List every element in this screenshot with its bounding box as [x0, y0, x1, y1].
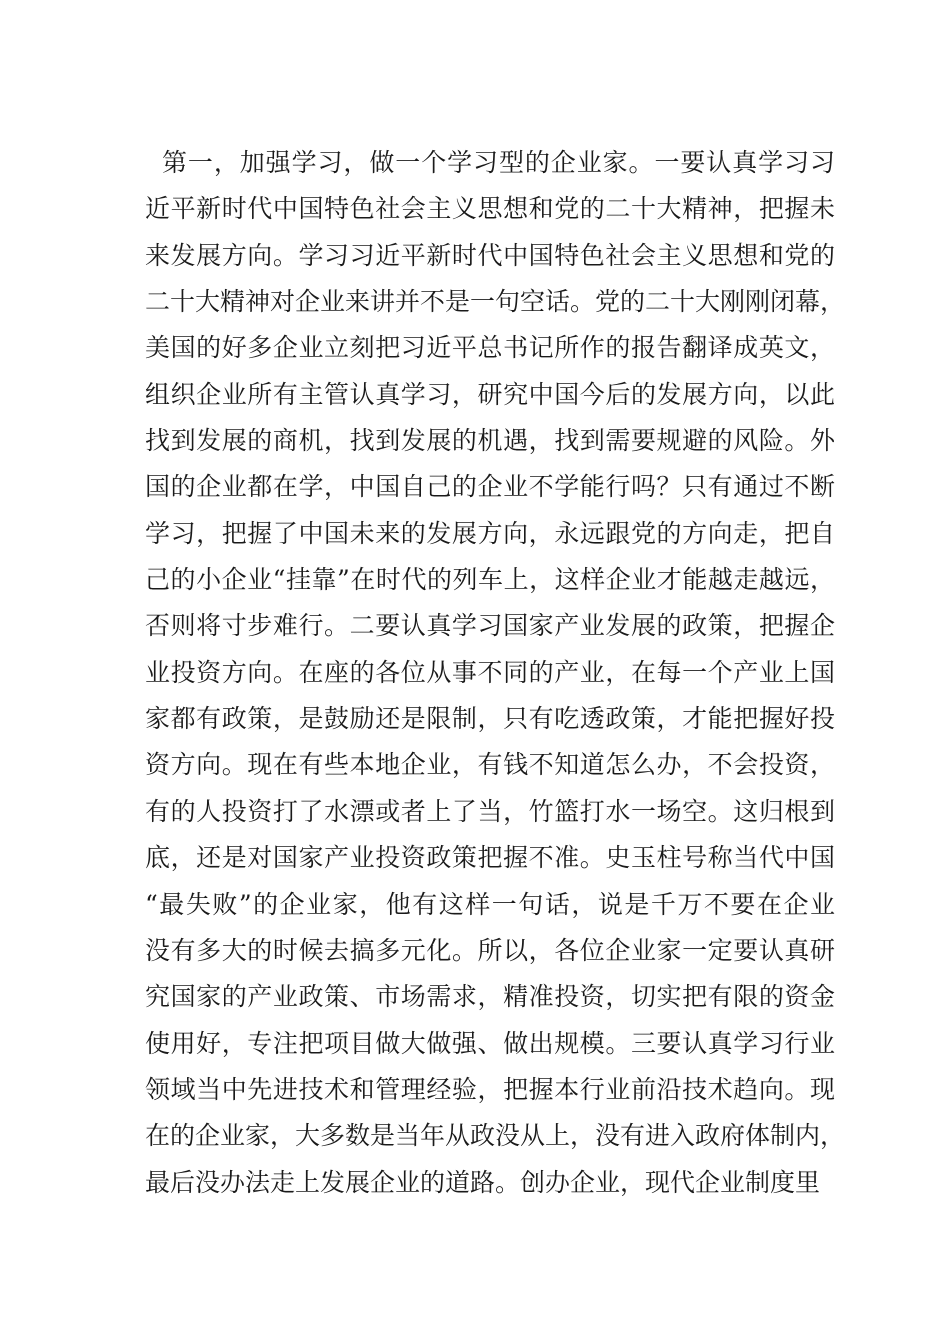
paragraph-line: 领域当中先进技术和管理经验，把握本行业前沿技术趋向。现 — [145, 1074, 835, 1104]
paragraph-line: 究国家的产业政策、市场需求，精准投资，切实把有限的资金 — [145, 982, 835, 1012]
paragraph-line: 第一，加强学习，做一个学习型的企业家。一要认真学习习 — [162, 148, 835, 177]
paragraph-line: 家都有政策，是鼓励还是限制，只有吃透政策，才能把握好投 — [145, 704, 835, 734]
paragraph-line: 来发展方向。学习习近平新时代中国特色社会主义思想和党的 — [145, 240, 835, 270]
body-paragraph — [145, 140, 846, 1206]
paragraph-line: 学习，把握了中国未来的发展方向，永远跟党的方向走，把自 — [145, 518, 835, 548]
paragraph-line: 在的企业家，大多数是当年从政没从上，没有进入政府体制内， — [145, 1121, 846, 1151]
paragraph-line: 近平新时代中国特色社会主义思想和党的二十大精神，把握未 — [145, 194, 835, 224]
paragraph-line: 二十大精神对企业来讲并不是一句空话。党的二十大刚刚闭幕， — [145, 287, 846, 317]
paragraph-line: 使用好，专注把项目做大做强、做出规模。三要认真学习行业 — [145, 1028, 835, 1058]
paragraph-line: 否则将寸步难行。二要认真学习国家产业发展的政策，把握企 — [145, 611, 835, 641]
paragraph-line: 组织企业所有主管认真学习，研究中国今后的发展方向，以此 — [145, 379, 835, 409]
paragraph-line: 有的人投资打了水漂或者上了当，竹篮打水一场空。这归根到 — [145, 796, 835, 826]
paragraph-line: 美国的好多企业立刻把习近平总书记所作的报告翻译成英文， — [145, 333, 835, 363]
paragraph-line: “最失败”的企业家，他有这样一句话，说是千万不要在企业 — [145, 889, 835, 919]
paragraph-line: 己的小企业“挂靠”在时代的列车上，这样企业才能越走越远， — [145, 565, 835, 595]
paragraph-line: 底，还是对国家产业投资政策把握不准。史玉柱号称当代中国 — [145, 843, 835, 873]
paragraph-line: 最后没办法走上发展企业的道路。创办企业，现代企业制度里 — [145, 1167, 821, 1197]
paragraph-line: 国的企业都在学，中国自己的企业不学能行吗？只有通过不断 — [145, 472, 835, 502]
paragraph-line: 找到发展的商机，找到发展的机遇，找到需要规避的风险。外 — [145, 426, 835, 456]
paragraph-line: 资方向。现在有些本地企业，有钱不知道怎么办，不会投资， — [145, 750, 835, 780]
paragraph-line: 没有多大的时候去搞多元化。所以，各位企业家一定要认真研 — [145, 935, 835, 965]
paragraph-line: 业投资方向。在座的各位从事不同的产业，在每一个产业上国 — [145, 657, 835, 687]
